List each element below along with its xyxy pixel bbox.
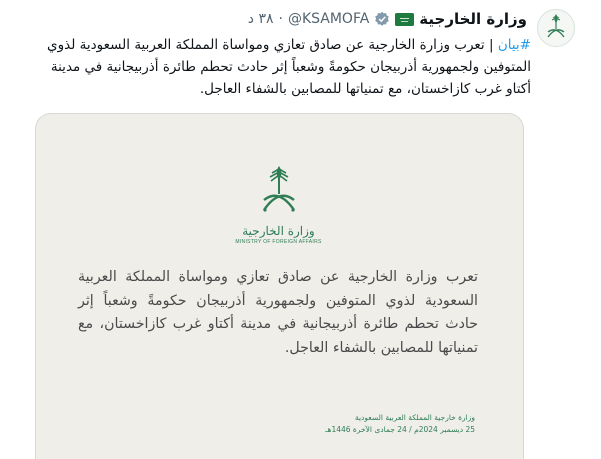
author-handle[interactable]: @KSAMOFA bbox=[287, 11, 370, 27]
verified-badge-icon bbox=[374, 11, 390, 27]
ministry-name-arabic: وزارة الخارجية bbox=[242, 224, 315, 238]
author-name[interactable]: وزارة الخارجية bbox=[419, 10, 527, 28]
tweet-header bbox=[240, 10, 527, 28]
tweet-body: | تعرب وزارة الخارجية عن صادق تعازي ومواساة المملكة العربية السعودية لذوي المتوفين ولجمهورية أذربيجان حكومةً وشعباً إثر حادث تحطم طائرة أذربيجانية في مدينة أكتاو غرب كازاخستان، مع تمنياتها للمصابين بالشفاء العاجل. bbox=[47, 37, 531, 97]
tweet-text bbox=[31, 34, 531, 100]
separator-dot: · bbox=[278, 11, 283, 27]
footer-date: 25 ديسمبر 2024م / 24 جمادى الآخرة 1446هـ bbox=[325, 425, 475, 434]
hashtag-link[interactable]: #بيان bbox=[497, 37, 531, 53]
author-avatar[interactable] bbox=[537, 9, 575, 47]
tweet-media-image[interactable] bbox=[35, 113, 524, 459]
statement-footer bbox=[325, 412, 475, 436]
saudi-flag-icon bbox=[395, 13, 414, 26]
tweet-timestamp[interactable]: ٣٨ د bbox=[247, 11, 274, 27]
footer-ministry: وزارة خارجية المملكة العربية السعودية bbox=[354, 413, 475, 422]
ministry-emblem-icon bbox=[257, 164, 301, 222]
ministry-name-english: MINISTRY OF FOREIGN AFFAIRS bbox=[235, 239, 322, 245]
ministry-logo bbox=[236, 164, 321, 264]
statement-text: تعرب وزارة الخارجية عن صادق تعازي ومواساة المملكة العربية السعودية لذوي المتوفين ولجمهورية أذربيجان حكومةً وشعباً إثر حادث تحطم طائرة أذربيجانية في مدينة أكتاو غرب كازاخستان، مع تمنياتها للمصابين بالشفاء العاجل. bbox=[78, 269, 478, 356]
saudi-emblem-icon bbox=[543, 12, 569, 44]
